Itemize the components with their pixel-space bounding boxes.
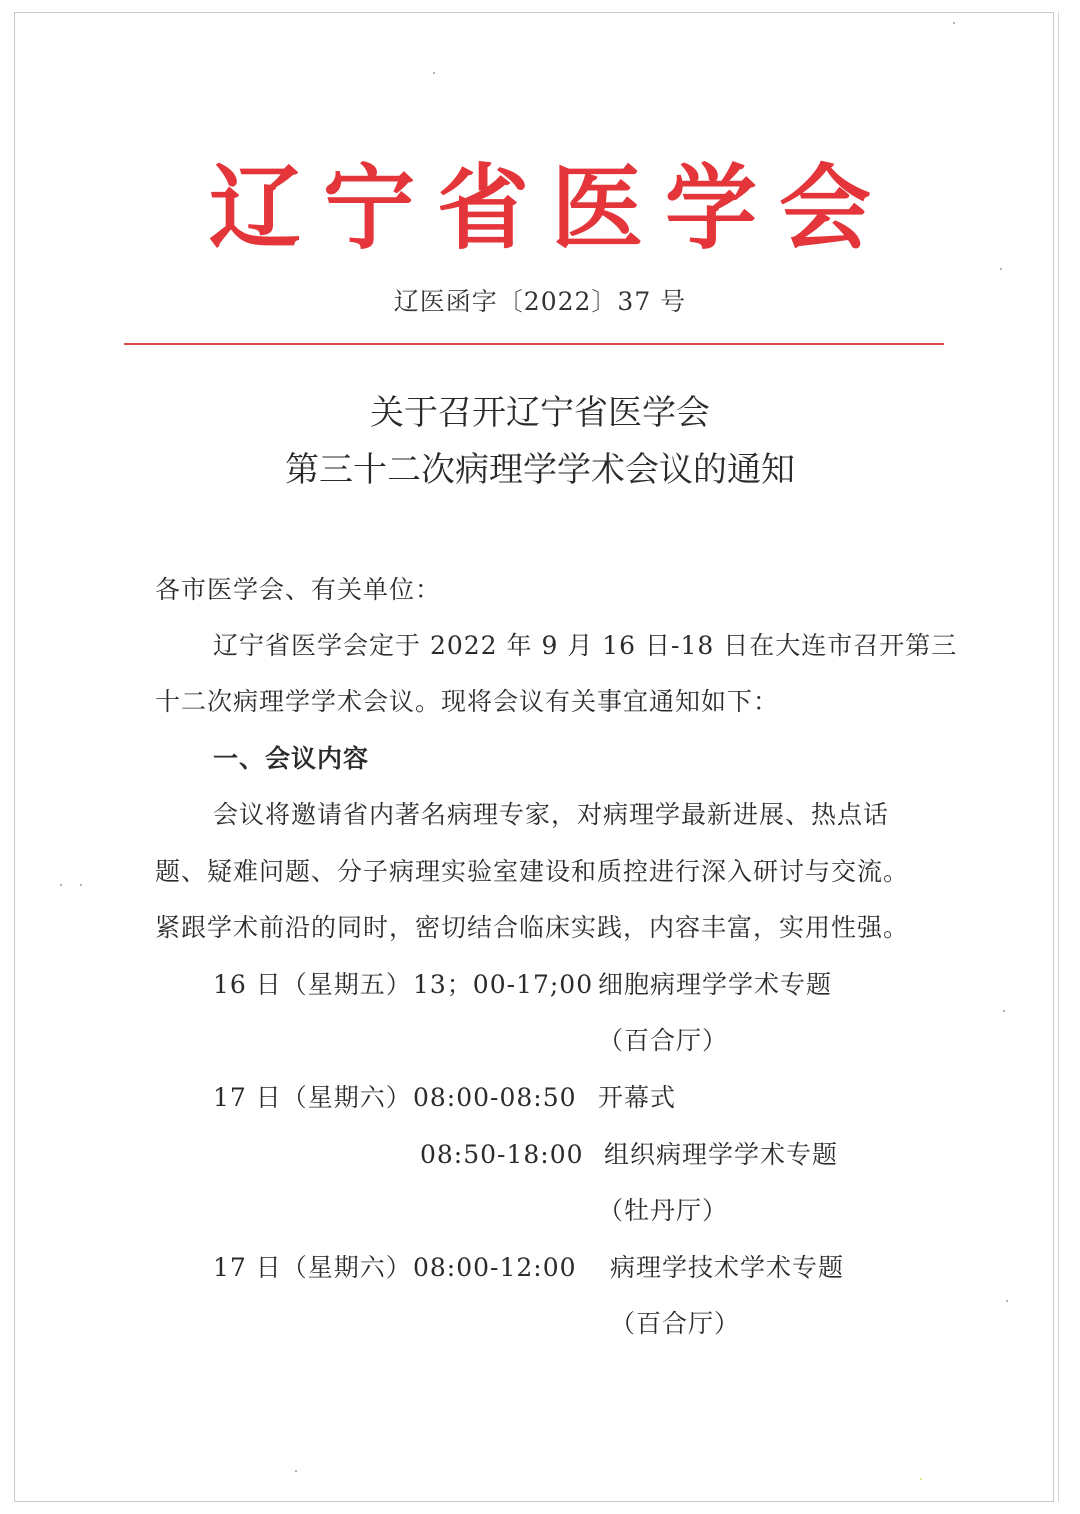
org-name-header: 辽宁省医学会 bbox=[208, 154, 893, 262]
schedule-time: 08:50-18:00 bbox=[420, 1140, 584, 1169]
schedule-day: 16 日（星期五） bbox=[213, 970, 412, 999]
schedule-time: 13；00-17;00 bbox=[413, 970, 594, 999]
schedule-session: 开幕式 bbox=[598, 1083, 677, 1112]
salutation: 各市医学会、有关单位： bbox=[155, 575, 442, 604]
scan-speck bbox=[295, 1470, 297, 1472]
scan-speck bbox=[920, 1478, 922, 1480]
scan-speck bbox=[60, 884, 62, 886]
intro-paragraph-line-2: 十二次病理学学术会议。现将会议有关事宜通知如下： bbox=[155, 687, 780, 716]
scan-speck bbox=[953, 22, 955, 24]
intro-paragraph-line-1: 辽宁省医学会定于 2022 年 9 月 16 日-18 日在大连市召开第三 bbox=[213, 631, 958, 660]
content-paragraph-line-3: 紧跟学术前沿的同时，密切结合临床实践，内容丰富，实用性强。 bbox=[155, 913, 910, 942]
red-divider-line bbox=[124, 343, 944, 345]
schedule-session: 组织病理学学术专题 bbox=[604, 1140, 839, 1169]
schedule-time: 08:00-12:00 bbox=[413, 1253, 577, 1282]
schedule-room: （百合厅） bbox=[598, 1026, 729, 1055]
notice-title-line-2: 第三十二次病理学学术会议的通知 bbox=[285, 450, 795, 490]
scan-speck bbox=[80, 884, 82, 886]
schedule-time: 08:00-08:50 bbox=[413, 1083, 577, 1112]
scan-speck bbox=[1000, 268, 1002, 270]
schedule-session: 细胞病理学学术专题 bbox=[598, 970, 833, 999]
notice-title-line-1: 关于召开辽宁省医学会 bbox=[370, 393, 710, 433]
schedule-room: （牡丹厅） bbox=[598, 1196, 729, 1225]
content-paragraph-line-1: 会议将邀请省内著名病理专家，对病理学最新进展、热点话 bbox=[213, 800, 890, 829]
schedule-day: 17 日（星期六） bbox=[213, 1083, 412, 1112]
schedule-room: （百合厅） bbox=[610, 1309, 741, 1338]
document-number: 辽医函字〔2022〕37 号 bbox=[393, 287, 687, 316]
content-paragraph-line-2: 题、疑难问题、分子病理实验室建设和质控进行深入研讨与交流。 bbox=[155, 857, 910, 886]
scan-speck bbox=[1006, 1300, 1008, 1302]
section-heading-meeting-content: 一、会议内容 bbox=[213, 744, 370, 773]
schedule-day: 17 日（星期六） bbox=[213, 1253, 412, 1282]
scan-speck bbox=[433, 72, 435, 74]
scan-speck bbox=[1003, 1010, 1005, 1012]
schedule-session: 病理学技术学术专题 bbox=[610, 1253, 845, 1282]
